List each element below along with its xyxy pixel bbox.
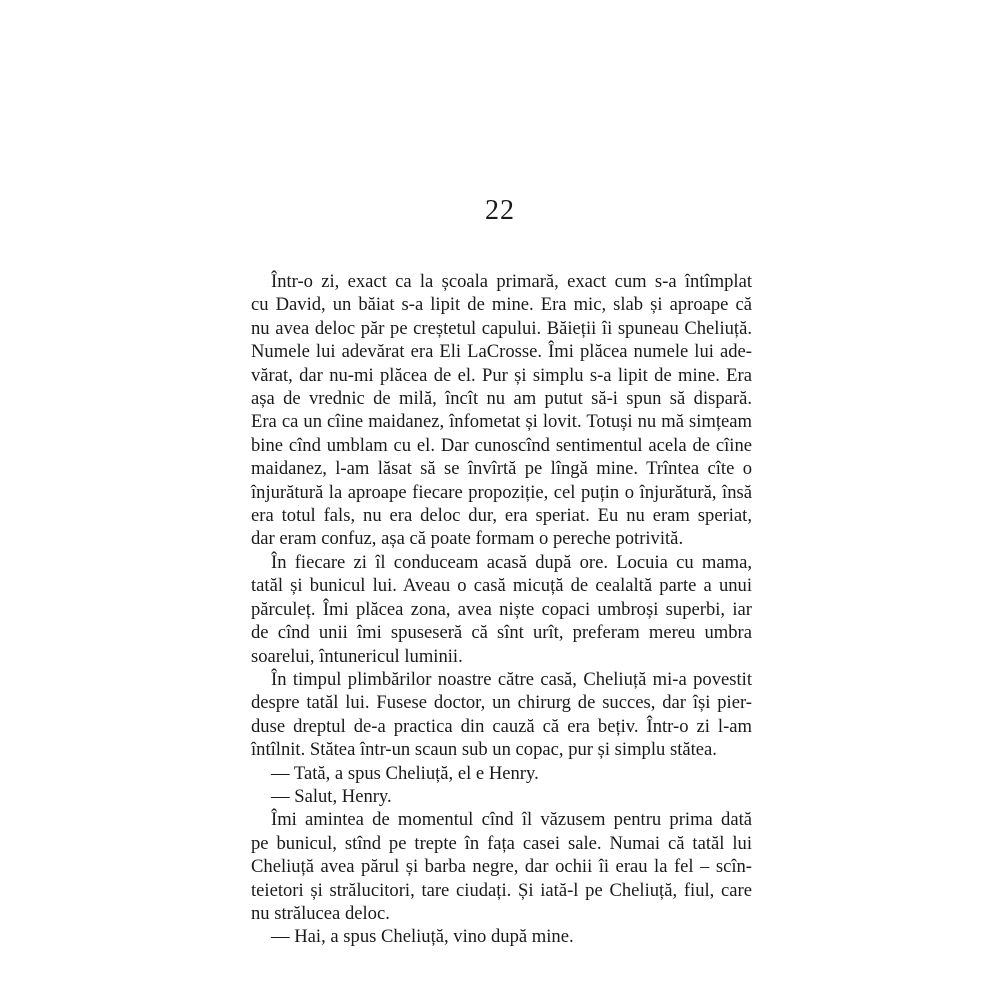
text-line: de cînd unii îmi spuseseră că sînt urît, preferam mereu umbra [251,622,752,644]
text-line: În timpul plimbărilor noastre către casă, Cheliuță mi-a povestit [271,668,752,690]
text-line: cu David, un băiat s-a lipit de mine. Era mic, slab și aproape că [251,294,752,316]
text-line: înjurătură la aproape fiecare propoziție, cel puțin o înjurătură, însă [251,481,752,503]
text-line: — Hai, a spus Cheliuță, vino după mine. [271,926,574,948]
text-line: soarelui, întunericul luminii. [251,645,463,667]
text-line: vărat, dar nu-mi plăcea de el. Pur și simplu s-a lipit de mine. Era [251,364,752,386]
text-line: tatăl și bunicul lui. Aveau o casă micuță de cealaltă parte a unui [251,575,752,597]
text-line: Îmi amintea de momentul cînd îl văzusem pentru prima dată [271,809,752,831]
text-line: maidanez, l-am lăsat să se învîrtă pe lîngă mine. Trîntea cîte o [251,458,752,480]
text-line: teietori și strălucitori, tare ciudați. Și iată-l pe Cheliuță, fiul, care [251,879,752,901]
text-line: așa de vrednic de milă, încît nu am putut să-i spun să dispară. [251,388,752,410]
text-line: — Tată, a spus Cheliuță, el e Henry. [271,762,539,784]
text-line: — Salut, Henry. [271,785,392,807]
text-line: era totul fals, nu era deloc dur, era speriat. Eu nu eram speriat, [251,505,752,527]
text-line: dar eram confuz, așa că poate formam o pereche potrivită. [251,528,684,550]
chapter-number: 22 [485,195,515,226]
text-line: bine cînd umblam cu el. Dar cunoscînd sentimentul acela de cîine [251,434,752,456]
text-line: Într-o zi, exact ca la școala primară, exact cum s-a întîmplat [271,271,752,292]
text-line: nu strălucea deloc. [251,902,390,924]
chapter-body-text [251,270,752,949]
text-line: Era ca un cîine maidanez, înfometat și lovit. Totuși nu mă simțeam [251,411,752,433]
text-line: Cheliuță avea părul și barba negre, dar ochii îi erau la fel – scîn- [251,856,752,878]
text-line: duse dreptul de-a practica din cauză că era bețiv. Într-o zi l-am [251,715,752,737]
text-line: întîlnit. Stătea într-un scaun sub un copac, pur și simplu stătea. [251,739,717,761]
text-line: despre tatăl lui. Fusese doctor, un chirurg de succes, dar își pier- [251,692,752,714]
text-line: pe bunicul, stînd pe trepte în fața casei sale. Numai că tatăl lui [251,832,752,854]
text-line: părculeț. Îmi plăcea zona, avea niște copaci umbroși superbi, iar [251,598,752,620]
text-line: În fiecare zi îl conduceam acasă după ore. Locuia cu mama, [271,551,752,573]
text-line: Numele lui adevărat era Eli LaCrosse. Îmi plăcea numele lui ade- [251,341,752,363]
text-line: nu avea deloc păr pe creștetul capului. Băieții îi spuneau Cheliuță. [251,317,752,339]
